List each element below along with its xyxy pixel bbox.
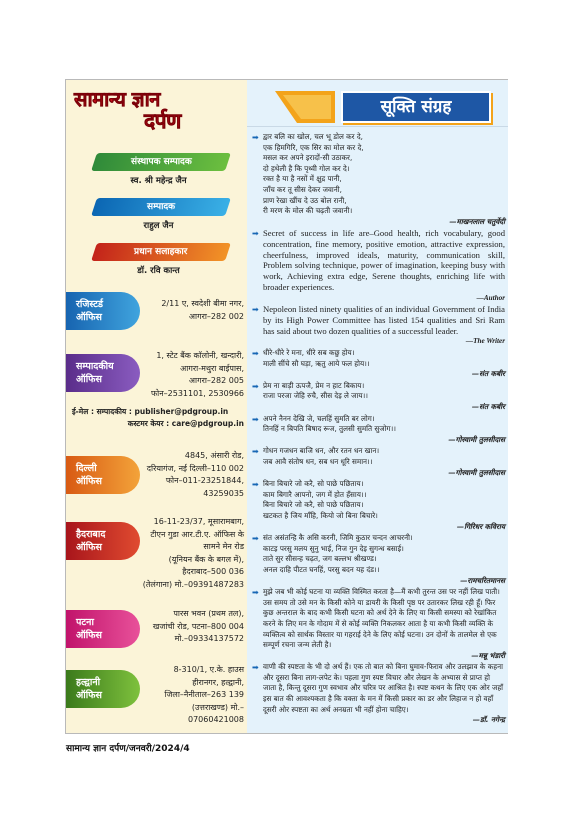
logo-line-2: दर्पण — [144, 108, 181, 133]
quote-author: —गोस्वामी तुलसीदास — [448, 467, 505, 477]
heading-divider — [247, 126, 508, 127]
quotes-column — [247, 80, 508, 733]
quote-item — [251, 228, 505, 303]
quote-line: री मरण के मोल की चढ़ती जवानी। — [263, 206, 353, 216]
quote-line: अनल दाहि पीटत घनहिं, परसु बदन यह दंड।। — [263, 564, 380, 574]
quote-author: —मन्नू भंडारी — [471, 650, 505, 660]
chief-advisor-name: डॉ. रवि कान्त — [137, 266, 180, 276]
quote-line: गोधन गजधन बाजि धन, और रतन धन खान। — [263, 446, 380, 456]
quote-line: मुझे जब भी कोई घटना या व्यक्ति विस्मित करता है—मैं कभी तुरन्त उस पर नहीं लिख पाती। उस समय तो उसे मन के किसी कोने या डायरी के किसी पृष्ठ पर उतारकर लिख रही हूँ। फिर कुछ अन्तराल के बाद कभी किसी घटना को अर्थ देने के लिए या किसी समस्या को रेखांकित करने के लिए मन के गोदाम में से कोई व्यक्ति निकलकर आता है या कभी किसी व्यक्ति के व्यक्तित्व को सार्थक विस्तार या गहराई देने के लिए कोई घटना। उन दोनों के तालमेल से एक सम्पूर्ण रचना जन्म लेती है। — [263, 587, 500, 650]
quote-author: —The Writer — [465, 337, 505, 346]
editor-name: राहुल जैन — [143, 221, 174, 231]
quote-line: ताते सुर सीसन्ह चढ़त, जग बल्लभ श्रीखण्ड। — [263, 554, 377, 564]
quote-author: —गिरिधर कविराय — [456, 521, 505, 531]
haldwani-office-tab: हल्द्वानी ऑफिस — [66, 670, 140, 708]
quote-item — [251, 414, 505, 446]
patna-office-address: पारस भवन (प्रथम तल), खजांची रोड, पटना–800 004 मो.–09334137572 — [152, 609, 244, 644]
quote-author: —रामचरितमानस — [460, 575, 505, 585]
quote-item — [251, 662, 505, 726]
email-customer-care[interactable]: कस्टमर केयर : care@pdgroup.in — [127, 419, 244, 428]
quote-line: द्वार बलि का खोल, चल भू डोल कर दे, — [263, 132, 363, 141]
arrow-bullet-icon: ➡ — [252, 588, 259, 598]
heading-arrow-decoration — [275, 91, 335, 123]
quote-item — [251, 348, 505, 380]
quote-item — [251, 533, 505, 586]
registered-office-tab: रजिस्टर्ड ऑफिस — [66, 292, 140, 330]
quote-line: अपने नैनन देखि जे, चलहिं सुमति बर लोग। — [263, 413, 375, 423]
quote-author: —Author — [476, 293, 505, 302]
delhi-office-tab: दिल्ली ऑफिस — [66, 456, 140, 494]
arrow-bullet-icon: ➡ — [252, 229, 259, 239]
quote-line: माली सींचे सौ घड़ा, ऋतु आये फल होय।। — [263, 358, 370, 368]
arrow-bullet-icon: ➡ — [252, 349, 259, 359]
email-publisher[interactable]: ई-मेल : सम्पादकीय : publisher@pdgroup.in — [72, 407, 229, 416]
quote-list — [251, 132, 505, 727]
quote-item — [251, 381, 505, 413]
quote-line: जाँच कर तू सीस देकर जवानी, — [263, 184, 342, 194]
magazine-page — [65, 79, 508, 734]
arrow-bullet-icon: ➡ — [252, 534, 259, 544]
quote-item — [251, 304, 505, 347]
quote-line: एक हिमगिरि, एक सिर का मोल कर दे, — [263, 142, 364, 152]
arrow-bullet-icon: ➡ — [252, 305, 259, 315]
quote-item — [251, 446, 505, 478]
founder-editor-name: स्व. श्री महेन्द्र जैन — [130, 176, 187, 186]
hyderabad-office-address: 16-11-23/37, मूसारामबाग, टीएन गुडा आर.टी.ए. ऑफिस के सामने मेन रोड (यूनियन बैंक के बगल में), हैदराबाद–500 036 (तेलंगाना) मो.–09391487283 — [142, 517, 244, 589]
quote-text: Nepoleon listed ninety qualities of an individual Government of India by its High Power Committee has listed 154 qualities and Sri Ram has said about two dozen qualities of a successful leader. — [263, 304, 505, 336]
editor-ribbon: सम्पादक — [91, 198, 231, 216]
arrow-bullet-icon: ➡ — [252, 663, 259, 673]
quote-line: प्रेम ना बाड़ी ऊपजै, प्रेम न हाट बिकाय। — [263, 380, 365, 390]
arrow-bullet-icon: ➡ — [252, 447, 259, 457]
founder-editor-ribbon: संस्थापक सम्पादक — [91, 153, 231, 171]
quote-line: काम बिगारै आपनो, जग में होत हँसाय।। — [263, 489, 367, 499]
registered-office-address: 2/11 ए, स्वदेशी बीमा नगर, आगरा–282 002 — [161, 299, 244, 321]
quote-line: तिनहिं न बिपति बिषाद रूज, तुलसी सुमति सुजोग।। — [263, 424, 396, 434]
quote-item — [251, 479, 505, 532]
quote-line: रक्त है या है नसों में क्षुद्र पानी, — [263, 174, 342, 184]
editorial-office-tab: सम्पादकीय ऑफिस — [66, 354, 140, 392]
quote-author: —गोस्वामी तुलसीदास — [448, 434, 505, 444]
masthead-column — [66, 80, 247, 733]
logo-line-1: सामान्य ज्ञान — [74, 87, 160, 111]
quote-author: —संत कबीर — [471, 369, 505, 379]
haldwani-office-address: 8-310/1, ए.के. हाउस हीरानगर, हल्द्वानी, जिला–नैनीताल–263 139 (उत्तराखण्ड) मो.–07060421008 — [164, 665, 244, 725]
quote-line: दो हथेली है कि पृथ्वी गोल कर दे। — [263, 163, 350, 173]
magazine-logo — [74, 85, 242, 135]
quote-line: प्राण रेखा खींच दे उठ बोल रानी, — [263, 195, 347, 205]
arrow-bullet-icon: ➡ — [252, 381, 259, 391]
quote-author: —संत कबीर — [471, 402, 505, 412]
quote-line: खटकत है जिय माँहि, कियो जो बिना बिचारे। — [263, 510, 378, 520]
arrow-bullet-icon: ➡ — [252, 133, 259, 142]
quote-author: —माखनलाल चतुर्वेदी — [449, 216, 505, 226]
section-heading: सूक्ति संग्रह — [341, 91, 491, 123]
quote-author: —डॉ. नगेन्द्र — [472, 715, 505, 725]
patna-office-tab: पटना ऑफिस — [66, 610, 140, 648]
quote-line: वाणी की स्पष्टता के भी दो अर्थ हैं। एक तो बात को बिना घुमाव-फिराव और उलझाव के कहना और दूसरा बिना लाग-लपेट के। पहला गुण स्पष्ट विचार और लेखन के अभ्यास से प्राप्त हो जाता है, किन्तु दूसरा गुण स्वभाव और चरित्र पर आश्रित है। स्पष्ट कथन के लिए एक ओर जहाँ इस बात की आवश्यकता है कि वक्ता के मन में किसी प्रकार का डर और लिहाज न हो वहाँ दूसरी ओर स्पष्टता का अर्थ अनम्रता भी नहीं होना चाहिए। — [263, 662, 503, 714]
quote-text: Secret of success in life are–Good health, rich vocabulary, good concentration, fine memory, positive emotion, attractive expression, cheerfulness, improved ideals, maturity, communication skill, Problem solving technique, power of imagination, keeping busy with work, Achieving extra edge, Serene thoughts, enriching life with broader experiences. — [263, 228, 505, 292]
quote-line: बिना बिचारे जो करै, सो पाछे पछिताय। — [263, 479, 364, 489]
quote-line: काटइ परसु मलय सुनु भाई, निज गुन देइ सुगन्ध बसाई। — [263, 543, 404, 553]
delhi-office-address: 4845, अंसारी रोड, दरियागंज, नई दिल्ली–110 002 फोन–011-23251844, 43259035 — [146, 451, 244, 498]
quote-item — [251, 132, 505, 227]
page-footer: सामान्य ज्ञान दर्पण/जनवरी/2024/4 — [66, 744, 190, 754]
chief-advisor-ribbon: प्रधान सलाहकार — [91, 243, 231, 261]
quote-line: जब आवै संतोष धन, सब धन धूरि समान।। — [263, 457, 373, 467]
arrow-bullet-icon: ➡ — [252, 480, 259, 490]
quote-line: मसल कर अपने इरादों-सी उठाकर, — [263, 153, 353, 163]
quote-line: राजा परजा जेहि रुचै, सीस देइ ले जाय।। — [263, 391, 368, 401]
quote-item — [251, 587, 505, 661]
hyderabad-office-tab: हैदराबाद ऑफिस — [66, 522, 140, 560]
editorial-office-address: 1, स्टेट बैंक कॉलोनी, खन्दारी, आगरा-मथुरा बाईपास, आगरा–282 005 फोन–2531101, 2530966 — [150, 351, 244, 398]
quote-line: बिना बिचारे जो करै, सो पाछे पछिताय। — [263, 500, 364, 510]
arrow-bullet-icon: ➡ — [252, 414, 259, 424]
quote-line: धीरे-धीरे रे मना, धीरे सब कछु होय। — [263, 348, 355, 358]
quote-line: संत असंतन्हि कै असि करनी, जिमि कुठार चन्दन आचरनी। — [263, 533, 413, 543]
